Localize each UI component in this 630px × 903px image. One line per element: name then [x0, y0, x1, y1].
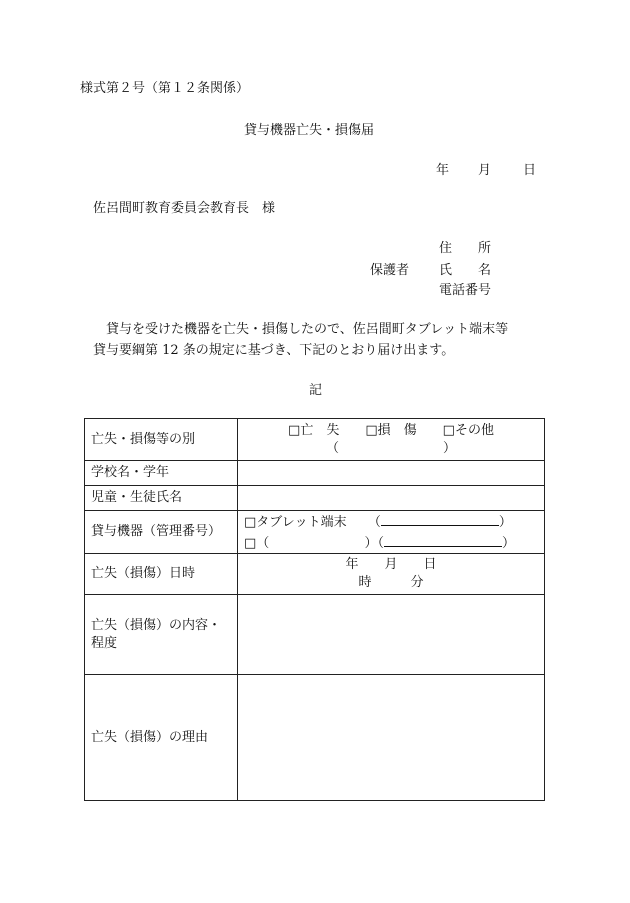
- report-table: [84, 418, 545, 801]
- option-other[interactable]: □その他: [442, 422, 494, 438]
- loss-detail-label-line2: 程度: [91, 635, 118, 651]
- device-cell[interactable]: [238, 511, 545, 554]
- other-device-number-field[interactable]: [384, 532, 502, 547]
- month-label: 月: [384, 557, 398, 572]
- paren-close: ）: [501, 536, 515, 551]
- student-name-field[interactable]: [238, 486, 545, 511]
- loss-datetime-cell[interactable]: [238, 554, 545, 595]
- table-row: [85, 675, 545, 801]
- other-paren-open: （: [325, 440, 339, 456]
- loss-type-cell[interactable]: [238, 419, 545, 461]
- date-year-label: 年: [436, 163, 450, 178]
- minute-label: 分: [410, 575, 424, 590]
- year-label: 年: [345, 557, 359, 572]
- guardian-role-label: 保護者: [370, 263, 410, 278]
- tablet-number-field[interactable]: [381, 511, 499, 526]
- table-row: [85, 511, 545, 554]
- loss-datetime-label: 亡失（損傷）日時: [85, 554, 238, 595]
- loss-detail-label: [85, 595, 238, 675]
- loss-reason-field[interactable]: [238, 675, 545, 801]
- table-row: [85, 461, 545, 486]
- ki-heading: 記: [309, 383, 323, 398]
- loss-type-label: 亡失・損傷等の別: [85, 419, 238, 461]
- student-name-label: 児童・生徒氏名: [85, 486, 238, 511]
- loss-reason-label: 亡失（損傷）の理由: [85, 675, 238, 801]
- option-loss[interactable]: □亡 失: [288, 422, 340, 438]
- other-device-checkbox[interactable]: □（: [244, 536, 270, 551]
- addressee: 佐呂間町教育委員会教育長 様: [93, 201, 276, 216]
- table-row: [85, 595, 545, 675]
- address-label: 住 所: [439, 241, 492, 256]
- body-text-line2: 貸与要綱第 12 条の規定に基づき、下記のとおり届け出ます。: [93, 343, 455, 358]
- day-label: 日: [423, 557, 437, 572]
- table-row: [85, 486, 545, 511]
- paren-open: （: [377, 536, 384, 551]
- loss-detail-label-line1: 亡失（損傷）の内容・: [91, 617, 222, 633]
- paren-open: （: [367, 515, 381, 530]
- device-label: 貸与機器（管理番号）: [85, 511, 238, 554]
- name-label: 氏 名: [439, 263, 492, 278]
- paren-close: ）: [364, 536, 378, 551]
- school-grade-label: 学校名・学年: [85, 461, 238, 486]
- document-title: 貸与機器亡失・損傷届: [244, 123, 375, 138]
- loss-detail-field[interactable]: [238, 595, 545, 675]
- table-row: [85, 419, 545, 461]
- paren-close: ）: [498, 515, 512, 530]
- school-grade-field[interactable]: [238, 461, 545, 486]
- tablet-checkbox[interactable]: □タブレット端末: [244, 515, 347, 530]
- phone-label: 電話番号: [439, 283, 492, 298]
- table-row: [85, 554, 545, 595]
- date-day-label: 日: [523, 163, 537, 178]
- option-damage[interactable]: □損 傷: [365, 422, 417, 438]
- hour-label: 時: [358, 575, 372, 590]
- date-month-label: 月: [478, 163, 492, 178]
- other-paren-close: ）: [443, 440, 457, 456]
- body-text-line1: 貸与を受けた機器を亡失・損傷したので、佐呂間町タブレット端末等: [106, 322, 509, 337]
- form-number: 様式第２号（第１２条関係）: [80, 81, 250, 96]
